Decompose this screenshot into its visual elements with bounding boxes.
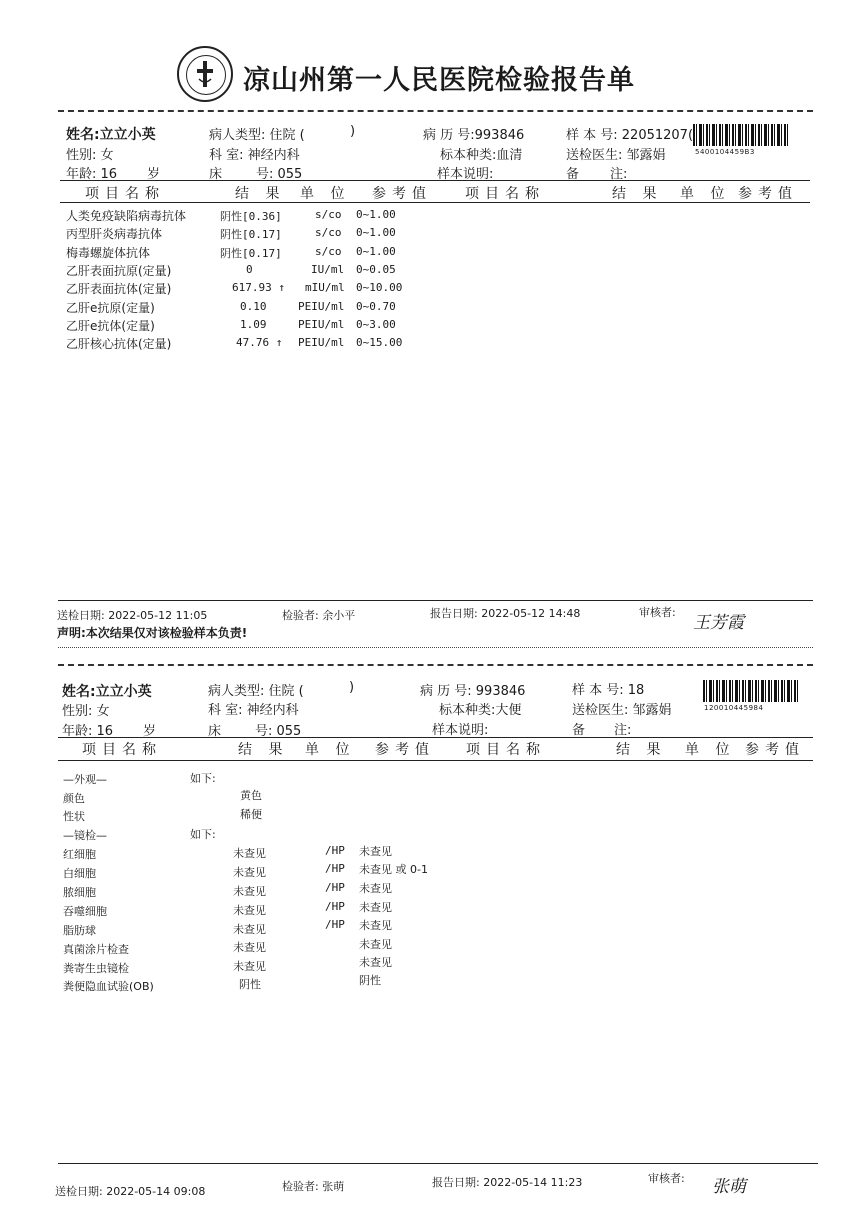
result-item-name: 乙肝e抗原(定量): [66, 301, 155, 315]
tester: 检验者: 余小平: [282, 609, 356, 622]
section-appearance: —外观—: [63, 773, 107, 786]
result-value: 未查见: [233, 923, 266, 936]
barcode-number: 5400104459B3: [695, 148, 755, 156]
patient-name: 姓名:立立小英: [66, 127, 156, 143]
result-item-name: 人类免疫缺陷病毒抗体: [66, 209, 187, 223]
col-result: 结 果: [235, 186, 286, 202]
result-ref: 0~3.00: [356, 318, 396, 331]
col-result-2: 结 果: [612, 186, 663, 202]
result-unit: /HP: [325, 844, 345, 857]
result-item-name: 粪便隐血试验(OB): [63, 980, 154, 993]
result-ref: 0~1.00: [356, 245, 396, 258]
shape-value: 稀便: [240, 808, 262, 821]
report-title: 凉山州第一人民医院检验报告单: [243, 65, 635, 96]
result-item-name: 梅毒螺旋体抗体: [66, 246, 151, 260]
section-microscopy-value: 如下:: [190, 828, 216, 841]
specimen-type: 标本种类:大便: [439, 703, 522, 718]
reviewer-label: 审核者:: [639, 606, 676, 619]
result-unit: /HP: [325, 862, 345, 875]
section-appearance-value: 如下:: [190, 772, 216, 785]
result-value: 未查见: [233, 904, 266, 917]
result-item-name: 吞噬细胞: [63, 905, 107, 918]
result-item-name: 粪寄生虫镜检: [63, 962, 129, 975]
result-value: 未查见: [233, 885, 266, 898]
patient-gender: 性别: 女: [66, 148, 114, 163]
reviewer-signature: 王芳霞: [693, 613, 744, 633]
patient-age: 年龄: 16: [62, 724, 114, 739]
specimen-note: 样本说明:: [432, 723, 489, 738]
section-dotted-divider: [58, 647, 813, 648]
result-ref: 0~15.00: [356, 336, 403, 349]
patient-gender: 性别: 女: [62, 704, 110, 719]
bed-number: 号: 055: [256, 167, 303, 182]
result-ref: 0~0.70: [356, 300, 396, 313]
result-unit: s/co: [315, 245, 342, 258]
result-value: 未查见: [233, 866, 266, 879]
tester: 检验者: 张萌: [282, 1180, 345, 1193]
result-item-name: 脓细胞: [63, 886, 96, 899]
color-value: 黄色: [240, 789, 262, 802]
bed-label: 床: [209, 167, 223, 182]
result-ref: 0~0.05: [356, 263, 396, 276]
result-item-name: 乙肝表面抗体(定量): [66, 282, 172, 296]
report-date: 报告日期: 2022-05-14 11:23: [432, 1176, 583, 1189]
result-value: 未查见: [233, 941, 266, 954]
result-ref: 未查见: [359, 901, 392, 914]
submit-date: 送检日期: 2022-05-12 11:05: [57, 609, 208, 622]
result-value: 47.76 ↑: [236, 336, 283, 349]
header-rule: [58, 737, 813, 738]
result-item-name: 乙肝核心抗体(定量): [66, 337, 172, 351]
col-result-2: 结 果: [616, 742, 667, 758]
result-ref: 0~10.00: [356, 281, 403, 294]
result-value: 0: [246, 263, 253, 276]
result-value: 阴性[0.17]: [220, 247, 282, 260]
result-value: 未查见: [233, 960, 266, 973]
result-ref: 未查见 或 0-1: [359, 863, 428, 876]
remark-label: 备: [566, 167, 580, 182]
record-number: 病 历 号: 993846: [420, 684, 526, 699]
result-unit: mIU/ml: [305, 281, 345, 294]
result-item-name: 乙肝表面抗原(定量): [66, 264, 172, 278]
col-unit-2: 单 位: [680, 186, 731, 202]
result-ref: 未查见: [359, 956, 392, 969]
remark-label-2: 注:: [614, 723, 632, 738]
record-number: 病 历 号:993846: [423, 128, 525, 143]
middle-dashed-divider: [58, 664, 813, 666]
result-item-name: 脂肪球: [63, 924, 96, 937]
result-item-name: 丙型肝炎病毒抗体: [66, 227, 163, 241]
color-label: 颜色: [63, 792, 85, 805]
footer-rule: [58, 600, 813, 601]
header-rule-bottom: [58, 760, 813, 761]
remark-label: 备: [572, 723, 586, 738]
result-item-name: 乙肝e抗体(定量): [66, 319, 155, 333]
result-value: 阴性[0.36]: [220, 210, 282, 223]
result-value: 0.10: [240, 300, 267, 313]
result-ref: 未查见: [359, 845, 392, 858]
barcode: [703, 680, 800, 702]
patient-type-close: ): [349, 680, 355, 695]
sample-number: 样 本 号: 18: [572, 683, 645, 698]
submitting-doctor: 送检医生: 邹露娟: [566, 148, 666, 163]
result-ref: 阴性: [359, 974, 381, 987]
patient-type-close: ): [350, 124, 356, 139]
reviewer-signature: 张萌: [712, 1177, 746, 1197]
barcode: [693, 124, 790, 146]
result-unit: s/co: [315, 208, 342, 221]
result-unit: /HP: [325, 918, 345, 931]
patient-name: 姓名:立立小英: [62, 684, 152, 700]
result-unit: /HP: [325, 900, 345, 913]
age-unit: 岁: [143, 724, 157, 739]
col-unit-2: 单 位: [685, 742, 736, 758]
reviewer-label: 审核者:: [648, 1172, 685, 1185]
col-ref-2: 参考值: [745, 742, 805, 758]
disclaimer: 声明:本次结果仅对该检验样本负责!: [57, 626, 248, 640]
top-dashed-divider: [58, 110, 813, 112]
result-value: 617.93 ↑: [232, 281, 285, 294]
result-value: 阴性: [239, 978, 261, 991]
result-value: 1.09: [240, 318, 267, 331]
col-unit: 单 位: [305, 742, 356, 758]
result-item-name: 白细胞: [63, 867, 96, 880]
sample-number: 样 本 号: 22051207(: [566, 128, 694, 143]
specimen-type: 标本种类:血清: [440, 148, 523, 163]
result-value: 阴性[0.17]: [220, 228, 282, 241]
department: 科 室: 神经内科: [209, 148, 300, 163]
submitting-doctor: 送检医生: 邹露娟: [572, 703, 672, 718]
bed-number: 号: 055: [255, 724, 302, 739]
barcode-number: 120010445984: [704, 704, 764, 712]
result-unit: PEIU/ml: [298, 300, 345, 313]
result-value: 未查见: [233, 847, 266, 860]
section-microscopy: —镜检—: [63, 829, 107, 842]
bed-label: 床: [208, 724, 222, 739]
header-rule-bottom: [60, 202, 810, 203]
col-item: 项目名称: [82, 742, 162, 758]
patient-age: 年龄: 16: [66, 167, 118, 182]
result-unit: s/co: [315, 226, 342, 239]
result-unit: /HP: [325, 881, 345, 894]
result-item-name: 红细胞: [63, 848, 96, 861]
col-item-2: 项目名称: [466, 742, 546, 758]
result-ref: 0~1.00: [356, 208, 396, 221]
result-ref: 0~1.00: [356, 226, 396, 239]
result-item-name: 真菌涂片检查: [63, 943, 129, 956]
specimen-note: 样本说明:: [437, 167, 494, 182]
col-result: 结 果: [238, 742, 289, 758]
col-ref: 参考值: [372, 186, 432, 202]
result-unit: IU/ml: [311, 263, 345, 276]
footer-rule: [58, 1163, 818, 1164]
col-ref: 参考值: [375, 742, 435, 758]
result-unit: PEIU/ml: [298, 318, 345, 331]
remark-label-2: 注:: [610, 167, 628, 182]
col-item-2: 项目名称: [465, 186, 545, 202]
header-rule: [60, 180, 810, 181]
result-ref: 未查见: [359, 882, 392, 895]
age-unit: 岁: [147, 167, 161, 182]
department: 科 室: 神经内科: [208, 703, 299, 718]
result-unit: PEIU/ml: [298, 336, 345, 349]
submit-date: 送检日期: 2022-05-14 09:08: [55, 1185, 206, 1198]
result-ref: 未查见: [359, 919, 392, 932]
patient-type: 病人类型: 住院 (: [208, 684, 304, 699]
patient-type: 病人类型: 住院 (: [209, 128, 305, 143]
result-ref: 未查见: [359, 938, 392, 951]
shape-label: 性状: [63, 810, 85, 823]
col-unit: 单 位: [300, 186, 351, 202]
report-date: 报告日期: 2022-05-12 14:48: [430, 607, 581, 620]
hospital-logo: [177, 46, 233, 102]
col-ref-2: 参考值: [738, 186, 798, 202]
col-item: 项目名称: [85, 186, 165, 202]
